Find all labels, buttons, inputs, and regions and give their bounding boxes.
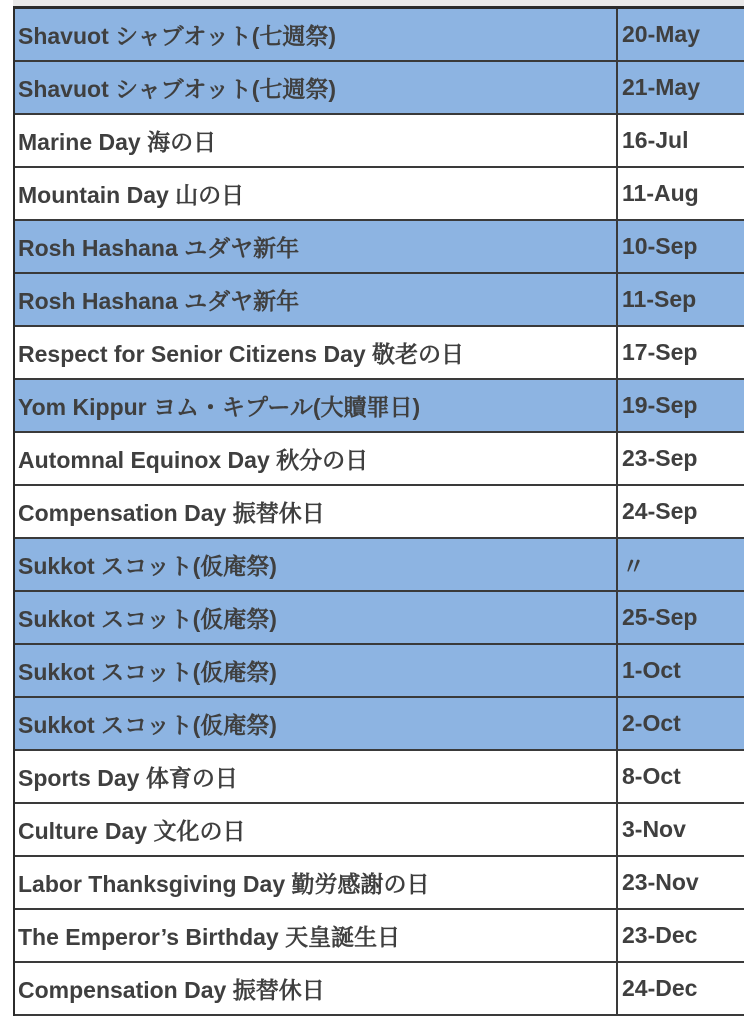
date-cell: 20-May xyxy=(616,9,744,60)
date-cell: 11-Sep xyxy=(616,274,744,325)
table-row xyxy=(15,751,744,804)
table-row xyxy=(15,327,744,380)
table-row xyxy=(15,168,744,221)
date-cell: 25-Sep xyxy=(616,592,744,643)
table-row xyxy=(15,645,744,698)
holiday-cell: Sukkot スコット(仮庵祭) xyxy=(18,659,277,685)
date-cell: 1-Oct xyxy=(616,645,744,696)
table-row xyxy=(15,910,744,963)
table-row xyxy=(15,963,744,1016)
table-row xyxy=(15,804,744,857)
holiday-cell: Automnal Equinox Day 秋分の日 xyxy=(18,447,369,473)
date-cell: 16-Jul xyxy=(616,115,744,166)
date-cell: 23-Sep xyxy=(616,433,744,484)
date-cell: 〃 xyxy=(616,539,744,590)
table-row xyxy=(15,62,744,115)
holiday-cell: Sukkot スコット(仮庵祭) xyxy=(18,712,277,738)
date-cell: 23-Nov xyxy=(616,857,744,908)
date-cell: 17-Sep xyxy=(616,327,744,378)
date-cell: 11-Aug xyxy=(616,168,744,219)
date-cell: 24-Dec xyxy=(616,963,744,1014)
holiday-cell: Compensation Day 振替休日 xyxy=(18,977,325,1003)
holiday-cell: Marine Day 海の日 xyxy=(18,129,217,155)
date-cell: 23-Dec xyxy=(616,910,744,961)
table-row xyxy=(15,380,744,433)
table-row xyxy=(15,433,744,486)
table-row xyxy=(15,221,744,274)
date-cell: 21-May xyxy=(616,62,744,113)
holiday-cell: Respect for Senior Citizens Day 敬老の日 xyxy=(18,341,465,367)
date-cell: 19-Sep xyxy=(616,380,744,431)
holiday-cell: Sukkot スコット(仮庵祭) xyxy=(18,553,277,579)
holiday-cell: The Emperor’s Birthday 天皇誕生日 xyxy=(18,924,401,950)
date-cell: 3-Nov xyxy=(616,804,744,855)
holiday-table-body xyxy=(15,9,744,1016)
holiday-cell: Culture Day 文化の日 xyxy=(18,818,246,844)
table-row xyxy=(15,592,744,645)
date-cell: 8-Oct xyxy=(616,751,744,802)
date-cell: 24-Sep xyxy=(616,486,744,537)
table-row xyxy=(15,539,744,592)
table-row xyxy=(15,698,744,751)
holiday-table xyxy=(13,6,744,1016)
date-cell: 10-Sep xyxy=(616,221,744,272)
holiday-cell: Shavuot シャブオット(七週祭) xyxy=(18,23,337,49)
holiday-cell: Sukkot スコット(仮庵祭) xyxy=(18,606,277,632)
table-row xyxy=(15,9,744,62)
table-row xyxy=(15,274,744,327)
table-row xyxy=(15,115,744,168)
holiday-cell: Rosh Hashana ユダヤ新年 xyxy=(18,235,300,261)
table-row xyxy=(15,857,744,910)
holiday-cell: Shavuot シャブオット(七週祭) xyxy=(18,76,337,102)
holiday-cell: Yom Kippur ヨム・キプール(大贖罪日) xyxy=(18,394,421,420)
holiday-cell: Labor Thanksgiving Day 勤労感謝の日 xyxy=(18,871,430,897)
holiday-cell: Sports Day 体育の日 xyxy=(18,765,238,791)
table-row xyxy=(15,486,744,539)
date-cell: 2-Oct xyxy=(616,698,744,749)
holiday-cell: Rosh Hashana ユダヤ新年 xyxy=(18,288,300,314)
holiday-cell: Mountain Day 山の日 xyxy=(18,182,245,208)
holiday-cell: Compensation Day 振替休日 xyxy=(18,500,325,526)
